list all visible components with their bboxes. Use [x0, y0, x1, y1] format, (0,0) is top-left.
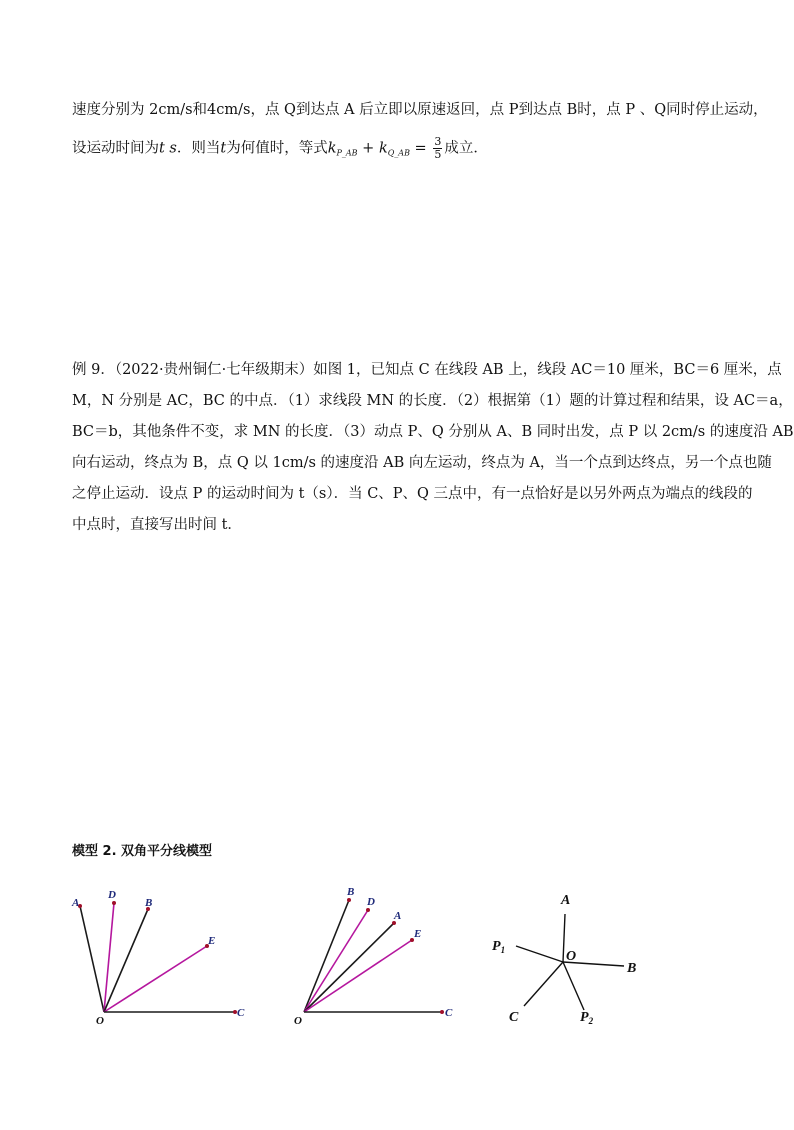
figure-1 — [71, 889, 245, 1027]
ray-OD — [304, 910, 368, 1012]
ray-OE — [304, 940, 412, 1012]
label-O: O — [96, 1015, 104, 1027]
fraction — [433, 136, 442, 161]
k-subscript: Q_AB — [387, 148, 410, 158]
k-symbol: k — [378, 140, 388, 157]
point-D — [366, 908, 370, 912]
ray-OA — [304, 923, 394, 1012]
ray-OB — [104, 909, 148, 1012]
time-variable: t s — [159, 140, 177, 157]
label-B: B — [627, 961, 637, 976]
example9-line-3: BC＝b，其他条件不变，求 MN 的长度．（3）动点 P、Q 分别从 A、B 同时出发，点 P 以 2cm/s 的速度沿 AB — [72, 424, 794, 440]
label-A: A — [561, 893, 571, 908]
example9-line-4: 向右运动，终点为 B，点 Q 以 1cm/s 的速度沿 AB 向左运动，终点为 A，当一个点到达终点，另一个点也随 — [72, 455, 772, 471]
text-segment: 设运动时间为 — [72, 140, 159, 157]
ray-OP1 — [516, 946, 563, 962]
label-B: B — [145, 897, 153, 909]
ray-OP2 — [563, 962, 584, 1010]
point-B — [347, 898, 351, 902]
figure-2 — [294, 886, 453, 1027]
point-C — [440, 1010, 444, 1014]
text-segment: 成立． — [444, 140, 488, 157]
label-O: O — [294, 1015, 302, 1027]
k-symbol: k — [327, 140, 337, 157]
label-E: E — [208, 935, 216, 947]
model-heading: 模型 2. 双角平分线模型 — [72, 844, 213, 859]
ray-OA — [563, 914, 565, 962]
plus-sign: + — [357, 140, 379, 157]
equals-sign: = — [409, 140, 432, 157]
ray-OD — [104, 903, 114, 1012]
label-P2: $P_2$ — [580, 1010, 594, 1026]
problem-line-2 — [72, 136, 488, 164]
problem-line-1: 速度分别为 2cm/s和4cm/s，点 Q到达点 A 后立即以原速返回，点 P到达点 B时，点 P 、Q同时停止运动， — [72, 102, 768, 118]
example9-line-5: 之停止运动．设点 P 的运动时间为 t（s）．当 C、P、Q 三点中，有一点恰好是以另外两点为端点的线段的 — [72, 486, 753, 502]
example9-line-1: 例 9．（2022·贵州铜仁·七年级期末）如图 1，已知点 C 在线段 AB 上，线段 AC＝10 厘米，BC＝6 厘米，点 — [72, 362, 782, 378]
ray-OA — [80, 906, 104, 1012]
figure-3 — [492, 893, 636, 1026]
ray-OC — [524, 962, 563, 1006]
k-subscript: P_AB — [336, 148, 358, 158]
fraction-numerator: 3 — [434, 135, 442, 148]
label-A: A — [72, 897, 80, 909]
example9-line-6: 中点时，直接写出时间 t． — [72, 517, 242, 533]
label-C: C — [445, 1007, 453, 1019]
text-segment: ．则当 — [176, 140, 221, 157]
label-D: D — [108, 889, 116, 901]
time-variable: t — [220, 140, 227, 157]
point-D — [112, 901, 116, 905]
label-B: B — [347, 886, 355, 898]
label-A: A — [394, 910, 402, 922]
ray-OE — [104, 946, 207, 1012]
example9-line-2: M，N 分别是 AC，BC 的中点．（1）求线段 MN 的长度．（2）根据第（1）题的计算过程和结果，设 AC＝a， — [72, 393, 793, 409]
fraction-denominator: 5 — [434, 148, 442, 161]
angle-bisector-figures — [0, 870, 794, 1130]
ray-OB — [304, 900, 349, 1012]
label-C: C — [509, 1010, 519, 1025]
label-E: E — [414, 928, 422, 940]
label-P1: $P_1$ — [492, 939, 506, 955]
label-D: D — [367, 896, 375, 908]
label-O: O — [566, 949, 577, 964]
label-C: C — [237, 1007, 245, 1019]
text-segment: 为何值时，等式 — [226, 140, 328, 157]
